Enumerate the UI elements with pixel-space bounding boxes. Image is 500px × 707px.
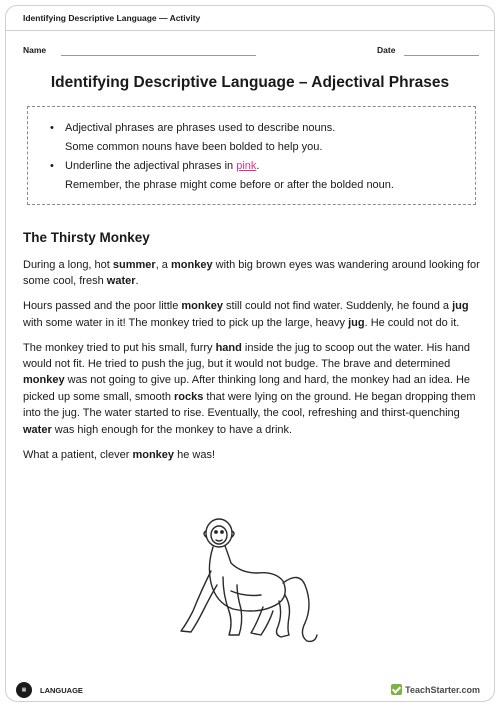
subject-badge-icon: ▦ (16, 682, 32, 698)
worksheet-page (5, 5, 495, 702)
story-text-segment: . (135, 275, 139, 288)
bolded-noun: monkey (23, 374, 65, 387)
story-paragraph (23, 298, 481, 331)
name-label: Name (23, 45, 47, 55)
instruction-line: Some common nouns have been bolded to help you. (65, 141, 323, 153)
bolded-noun: jug (452, 300, 469, 313)
bolded-noun: hand (215, 341, 242, 354)
bolded-noun: water (106, 275, 136, 288)
brand-logo[interactable] (391, 684, 480, 695)
date-label: Date (377, 45, 396, 55)
story-paragraph (23, 447, 481, 463)
story-text-segment: still could not find water. Suddenly, he found a (222, 300, 453, 313)
page-title: Identifying Descriptive Language – Adjectival Phrases (50, 74, 450, 91)
instruction-item: • Underline the adjectival phrases in pink. Remember, the phrase might come before or after the bolded noun. (50, 157, 465, 195)
story-text-segment: Hours passed and the poor little (23, 300, 182, 313)
page-header (6, 6, 494, 31)
story-title: The Thirsty Monkey (23, 230, 150, 245)
story-text-segment: was not going to give up. After thinking long and hard, the monkey had an idea. He picked up some small, smooth (23, 374, 471, 403)
story-paragraph (23, 340, 481, 438)
bolded-noun: rocks (174, 390, 204, 403)
student-fields (23, 45, 479, 59)
subject-label: LANGUAGE (40, 686, 83, 695)
brand-name: TeachStarter.com (405, 684, 480, 695)
bolded-noun: monkey (132, 448, 175, 461)
monkey-illustration (171, 511, 331, 661)
bolded-noun: summer (112, 259, 156, 271)
instructions-box (27, 106, 476, 205)
story-text-segment: What a patient, clever (23, 448, 133, 461)
instruction-line: Remember, the phrase might come before or after the bolded noun. (65, 179, 394, 191)
date-field[interactable] (404, 55, 479, 56)
name-field[interactable] (61, 55, 256, 56)
story-text-segment: inside the jug to scoop out the water. His hand would not fit. He tried to push the jug, but it would not budge. The brave and determined (23, 341, 470, 371)
header-title: Identifying Descriptive Language — Activity (23, 13, 201, 23)
instruction-item: • Adjectival phrases are phrases used to describe nouns. Some common nouns have been bolded to help you. (50, 119, 465, 157)
story-text[interactable] (23, 257, 481, 471)
bolded-noun: water (23, 423, 52, 436)
story-text-segment: , a (155, 259, 171, 271)
story-text-segment: was high enough for the monkey to have a drink. (51, 423, 293, 436)
story-text-segment: The monkey tried to put his small, furry (23, 341, 216, 354)
story-text-segment: with some water in it! The monkey tried to pick up the large, heavy (23, 316, 349, 329)
story-text-segment: that were lying on the ground. He began dropping them into the jug. The water started to rise. Eventually, the cool, refreshing and thirst-quenching (23, 390, 476, 420)
story-text-segment: . He could not do it. (364, 316, 460, 329)
story-paragraph (23, 257, 481, 290)
check-icon (391, 684, 402, 695)
page-footer (6, 678, 494, 702)
pink-colour-word: pink (236, 160, 257, 172)
bolded-noun: monkey (181, 300, 223, 313)
story-text-segment: During a long, hot (23, 259, 113, 271)
story-text-segment: he was! (174, 448, 215, 461)
instruction-line: Underline the adjectival phrases in pink. (65, 160, 260, 172)
story-text-segment: with big brown eyes was wandering around looking for some cool, fresh (23, 259, 480, 288)
bolded-noun: monkey (170, 259, 213, 271)
instruction-line: Adjectival phrases are phrases used to describe nouns. (65, 122, 336, 134)
bolded-noun: jug (348, 316, 365, 329)
